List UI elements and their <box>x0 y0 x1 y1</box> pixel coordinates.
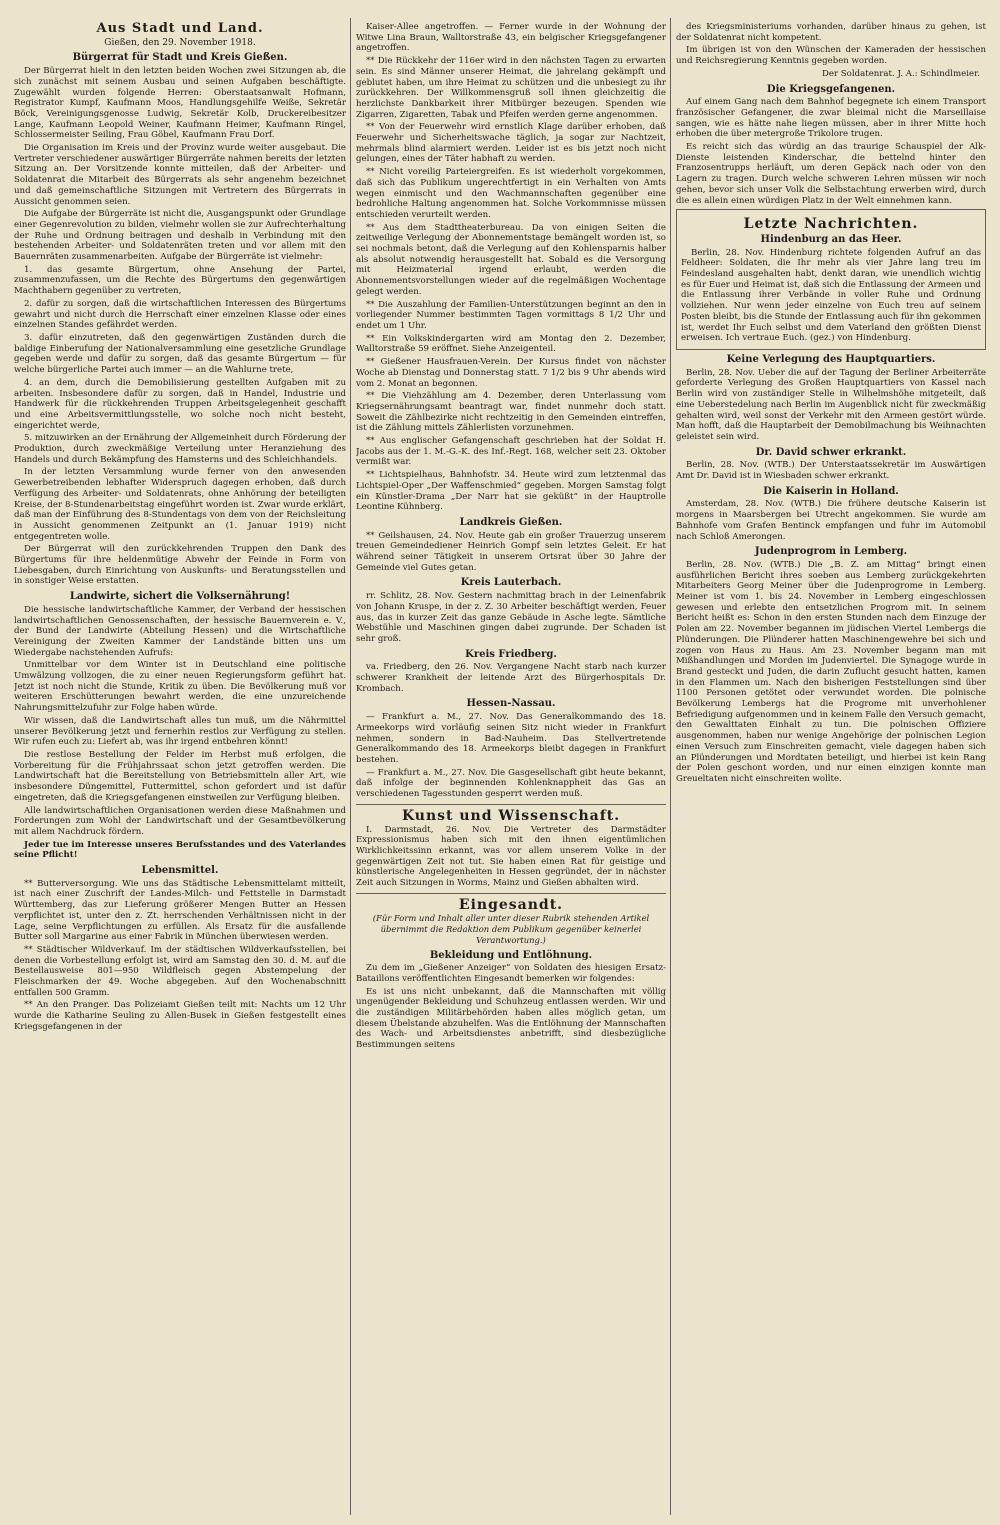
section-title: Aus Stadt und Land. <box>96 22 264 36</box>
section-title: Letzte Nachrichten. <box>743 216 919 233</box>
latest-news-box <box>676 209 986 350</box>
region-heading: Landkreis Gießen. <box>459 516 563 528</box>
column-rule <box>350 18 351 1515</box>
article-heading: Lebensmittel. <box>141 865 219 877</box>
paragraph: Wir wissen, daß die Landwirtschaft alles tun muß, um die Nährmittel unserer Bevölkerung jetzt und fernerhin restlos zur Verfügung zu stellen. Wir rufen euch zu: Liefert ab, was ihr irgend entbehren könnt! <box>14 715 346 748</box>
paragraph: ** Aus englischer Gefangenschaft geschrieben hat der Soldat H. Jacobs aus der 1. M.-G.-K. des Inf.-Regt. 168, welcher seit 23. Oktober vermißt war. <box>356 436 666 468</box>
paragraph: Der Bürgerrat will den zurückkehrenden Truppen den Dank des Bürgertums für ihre heldenmütige Abwehr der Feinde in Form von Liebesgaben, durch Einrichtung von Auskunfts- und Beratungsstellen und in sonstiger Weise erstatten. <box>14 544 346 587</box>
column-1 <box>14 22 346 1511</box>
paragraph: ** Aus dem Stadttheaterbureau. Da von einigen Seiten die zeitweilige Verlegung der Abonnementstage bemängelt worden ist, so sei nochmals betont, daß die Verlegung auf den Kohlensparnis halber als absolut notwendig herausgestellt hat. Sobald es die Versorgung mit Heizmaterial irgend erlaubt, werden die Abonnementsvorstellungen wieder auf die regelmäßigen Wochentage gelegt werden. <box>356 222 666 297</box>
paragraph: ** Gießener Hausfrauen-Verein. Der Kursus findet von nächster Woche ab Dienstag und Donnerstag statt. 7 1/2 bis 9 Uhr abends wird vom 2. Monat an begonnen. <box>356 357 666 389</box>
article-heading: Landwirte, sichert die Volksernährung! <box>69 591 291 603</box>
paragraph: ** Von der Feuerwehr wird ernstlich Klage darüber erhoben, daß Feuerwehr und Sicherheitswache täglich, ja sogar zur Nachtzeit, mehrmals blind alarmiert werden. Leider ist es bis jetzt noch nicht gelungen, eines der Täter habhaft zu werden. <box>356 122 666 165</box>
paragraph: Unmittelbar vor dem Winter ist in Deutschland eine politische Umwälzung vollzogen, die zu einer neuen Regierungsform geführt hat. Jetzt ist noch nicht die Stunde, Kritik zu üben. Die Bevölkerung muß vor weiteren Erschütterungen bewahrt werden, die eine unzureichende Nahrungsmittelzufuhr zur Folge haben würde. <box>14 660 346 714</box>
paragraph: ** Die Viehzählung am 4. Dezember, deren Unterlassung vom Kriegsernährungsamt beantragt war, findet nunmehr doch statt. Soweit die Zählbezirke nicht rechtzeitig in den Gemeinden eintreffen, ist die Zählung mittels Zählerlisten vorzunehmen. <box>356 391 666 434</box>
article-heading: Bekleidung und Entlöhnung. <box>429 949 593 961</box>
paragraph: — Frankfurt a. M., 27. Nov. Die Gasgesellschaft gibt heute bekannt, daß infolge der beginnenden Kohlenknappheit das Gas an verschiedenen Tagesstunden gesperrt werden muß. <box>356 767 666 800</box>
paragraph: 1. das gesamte Bürgertum, ohne Ansehung der Partei, zusammenzufassen, um die Rechte des Bürgertums den gegenwärtigen Machthabern gegenüber zu vertreten, <box>14 264 346 297</box>
paragraph: ** Städtischer Wildverkauf. Im der städtischen Wildverkaufsstellen, bei denen die Vorbestellung erfolgt ist, wird am Samstag den 30. d. M. auf die Bestellausweise 801—950 Wildfleisch gegen Abstempelung der Fleischmarken der 49. Woche abgegeben. Auf den Wochenabschnitt entfallen 500 Gramm. <box>14 944 346 998</box>
paragraph: ** Ein Volkskindergarten wird am Montag den 2. Dezember, Walltorstraße 59 eröffnet. Siehe Anzeigenteil. <box>356 333 666 355</box>
paragraph: 5. mitzuwirken an der Ernährung der Allgemeinheit durch Förderung der Produktion, durch zweckmäßige Verteilung unter Heranziehung des Handels und durch Bekämpfung des Hamsterns und des Schleichhandels. <box>14 433 346 465</box>
paragraph: Es reicht sich das würdig an das traurige Schauspiel der Alk-Dienste leistenden Kinderschar, die bettelnd hinter den Franzosentrupps herläuft, um deren Gepäck nach oder von den Lagern zu tragen. Durch welche schweren Lehren müssen wir noch gehen, bevor sich unser Volk die Selbstachtung erwerben wird, durch die es allein einen würdigen Platz in der Welt einnehmen kann. <box>676 142 986 206</box>
article-heading: Hindenburg an das Heer. <box>760 233 902 245</box>
divider <box>356 804 666 805</box>
paragraph: In der letzten Versammlung wurde ferner von den anwesenden Gewerbetreibenden lebhafter Widerspruch dagegen erhoben, daß durch Verfügung des Arbeiter- und Soldatenrats, ohne Anhörung der beteiligten Kreise, der 8-Stundenarbeitstag eingeführt worden ist. Zwar wurde erklärt, daß man der Einführung des 8-Stundentags von dem von der Reichsleitung in Aussicht genommenen Zeitpunkt an (1. Januar 1919) nicht entgegentreten wolle. <box>14 467 346 542</box>
paragraph: Im übrigen ist von den Wünschen der Kameraden der hessischen und Reichsregierung Kenntnis gegeben worden. <box>676 45 986 67</box>
paragraph: Die hessische landwirtschaftliche Kammer, der Verband der hessischen landwirtschaftlichen Genossenschaften, der hessische Bauernverein e. V., der Bund der Landwirte (Abteilung Hessen) und die Wirtschaftliche Vereinigung der Zweiten Kammer der Landstände bitten uns um Wiedergabe nachstehenden Aufrufs: <box>14 604 346 658</box>
paragraph: ** Lichtspielhaus, Bahnhofstr. 34. Heute wird zum letztenmal das Lichtspiel-Oper „Der Waffenschmied“ gegeben. Morgen Samstag folgt ein Künstler-Drama „Der Narr hat sie geküßt“ in der Hauptrolle Leontine Kühnberg. <box>356 470 666 513</box>
signature-line: Der Soldatenrat. J. A.: Schindlmeier. <box>821 68 980 79</box>
paragraph: Berlin, 28. Nov. (WTB.) Der Unterstaatssekretär im Auswärtigen Amt Dr. David ist in Wiesbaden schwer erkrankt. <box>676 460 986 482</box>
article-heading: Die Kriegsgefangenen. <box>766 83 896 95</box>
paragraph: ** Die Auszahlung der Familien-Unterstützungen beginnt an den in vorliegender Nummer bestimmten Tagen vormittags 8 1/2 Uhr und endet um 1 Uhr. <box>356 299 666 331</box>
paragraph: ** An den Pranger. Das Polizeiamt Gießen teilt mit: Nachts um 12 Uhr wurde die Katharine Seuling zu Allen-Busek in Gießen festgestellt eines Kriegsgefangenen in der <box>14 1000 346 1032</box>
article-heading: Keine Verlegung des Hauptquartiers. <box>726 353 936 365</box>
column-3 <box>676 22 986 1511</box>
paragraph: Es ist uns nicht unbekannt, daß die Mannschaften mit völlig ungenügender Bekleidung und Schuhzeug entlassen werden. Wir und die zuständigen Militärbehörden haben alles möglich getan, um diesem Übelstande abzuhelfen. Was die Entlöhnung der Mannschaften des Wach- und Arbeitsdienstes anbetrifft, sind diesbezügliche Bestimmungen seitens <box>356 986 666 1051</box>
paragraph: Die restlose Bestellung der Felder im Herbst muß erfolgen, die Vorbereitung für die Frühjahrssaat schon jetzt getroffen werden. Die Landwirtschaft hat die Bereitstellung von Betriebsmitteln aller Art, wie insbesondere Düngemittel, Futtermittel, schon gefordert und ist dafür eingetreten, daß die Kriegsgefangenen einstweilen zur Verfügung bleiben. <box>14 750 346 803</box>
paragraph: Jeder tue im Interesse unseres Berufsstandes und des Vaterlandes seine Pflicht! <box>14 839 346 861</box>
editorial-disclaimer: (Für Form und Inhalt aller unter dieser Rubrik stehenden Artikel übernimmt die Redaktion dem Publikum gegenüber keinerlei Verantwortung.) <box>372 913 650 945</box>
article-heading: Dr. David schwer erkrankt. <box>755 446 907 458</box>
paragraph: Auf einem Gang nach dem Bahnhof begegnete ich einem Transport französischer Gefangener, die zwar bleimal nicht die Marseillaise sangen, wie es hätte nahe liegen müssen, aber in ihrer Mitte hoch erhoben die über metergroße Trikolore trugen. <box>676 97 986 140</box>
divider <box>356 893 666 894</box>
paragraph: ** Butterversorgung. Wie uns das Städtische Lebensmittelamt mitteilt, ist nach einer Zuschrift der Landes-Milch- und Fettstelle in Darmstadt Württemberg, das zur Lieferung größerer Mengen Butter an Hessen verpflichtet ist, unter den z. Zt. herrschenden Verhältnissen nicht in der Lage, seine Verpflichtungen zu erfüllen. Als Ersatz für die ausfallende Butter soll Margarine aus einer Fabrik in München überwiesen werden. <box>14 878 346 943</box>
paragraph: 3. dafür einzutreten, daß den gegenwärtigen Zuständen durch die baldige Einberufung der Nationalversammlung eine gesetzliche Grundlage gegeben werde und dafür zu sorgen, daß das gesamte Bürgertum — für welche bürgerliche Partei auch immer — an die Wahlurne trete, <box>14 332 346 376</box>
paragraph: Die Aufgabe der Bürgerräte ist nicht die, Ausgangspunkt oder Grundlage einer Gegenrevolution zu bilden, vielmehr wollen sie zur Aufrechterhaltung der Ruhe und Ordnung beitragen und deshalb in Verbindung mit den bestehenden Arbeiter- und Soldatenräten treten und vor allem mit den Bauernräten zusammenarbeiten. Aufgabe der Bürgerräte ist vielmehr: <box>14 209 346 263</box>
paragraph: Berlin, 28. Nov. Hindenburg richtete folgenden Aufruf an das Feldheer: Soldaten, die Ihr mehr als vier Jahre lang treu im Feindesland ausgehalten habt, denkt daran, wie unendlich wichtig es für Euer und Heimat ist, daß sich die Entlassung der Armeen und die Entlassung ihrer Verbände in voller Ruhe und Ordnung vollziehen. Nur wenn jeder einzelne von Euch treu auf seinem Posten bleibt, bis die Stunde der Entlassung auch für ihn gekommen ist, werdet Ihr Euch selbst und dem Vaterland den größten Dienst erweisen. Ich vertraue Euch. (gez.) von Hindenburg. <box>681 247 981 344</box>
paragraph: ** Nicht voreilig Parteiergreifen. Es ist wiederholt vorgekommen, daß sich das Publikum ungerechtfertigt in ein Verhalten von Amts wegen einmischt und den Wachmannschaften gegenüber eine bedrohliche Haltung angenommen hat. Solche Vorkommnisse müssen entschieden verurteilt werden. <box>356 167 666 220</box>
article-heading: Judenprogrom in Lemberg. <box>754 546 908 558</box>
paragraph: Berlin, 28. Nov. (WTB.) Die „B. Z. am Mittag“ bringt einen ausführlichen Bericht ihres soeben aus Lemberg zurückgekehrten Mitarbeiters Georg Meiner über die Judenprogrome in Lemberg. Meiner ist vom 1. bis 24. November in Lemberg eingeschlossen gewesen und erlebte den entsetzlichen Progrom mit. In seinem Bericht heißt es: Schon in den ersten Stunden nach dem Einzuge der Polen am 22. November begannen im jüdischen Viertel Lembergs die Plünderungen. Die Plünderer hatten Maschinengewehre bei sich und zogen von Haus zu Haus. Am 23. November begann man mit Mißhandlungen und Morden im Judenviertel. Die Synagoge wurde in Brand gesteckt und Juden, die darin Zuflucht gesucht hatten, kamen in den Flammen um. Nach den bisherigen Feststellungen sind über 1100 Personen getötet oder verwundet worden. Die polnische Bevölkerung Lembergs hat die Progrome mit unverhohlener Befriedigung aufgenommen und in keinem Falle den Versuch gemacht, den Gewalttaten Einhalt zu tun. Die polnischen Offiziere ausgenommen, haben nur wenige Angehörige der polnischen Legion einen Versuch zum Einschreiten gemacht, viele dagegen haben sich an Plünderungen und Mordtaten beteiligt, und hierbei ist kein Rang der Polen geschont worden, und nur einen einzigen konnte man Greueltaten nicht einschreiten wollte. <box>676 559 986 784</box>
section-title: Eingesandt. <box>458 896 564 913</box>
paragraph: des Kriegsministeriums vorhanden, darüber hinaus zu gehen, ist der Soldatenrat nicht kompetent. <box>676 22 986 43</box>
paragraph: Der Bürgerrat hielt in den letzten beiden Wochen zwei Sitzungen ab, die sich zunächst mit seinem Ausbau und seinen Aufgaben beschäftigte. Zugewählt wurden folgende Herren: Oberstaatsanwalt Hofmann, Registrator Kumpf, Kaufmann Moos, Handlungsgehilfe Weiße, Sekretär Böck, Vereinigungsgenosse Ludwig, Sekretär Kolb, Druckereibesitzer Lange, Kaufmann Leopold Weiner, Kaufmann Heimer, Kaufmann Ringel, Schlossermeister Seiling, Frau Göbel, Kaufmann Frau Dorf. <box>14 66 346 141</box>
paragraph: ** Geilshausen, 24. Nov. Heute gab ein großer Trauerzug unserem treuen Gemeindediener Heinrich Gompf sein letztes Geleit. Er hat während seiner Tätigkeit in unserem Ortsrat über 30 Jahre der Gemeinde viel Gutes getan. <box>356 530 666 573</box>
paragraph: Die Organisation im Kreis und der Provinz wurde weiter ausgebaut. Die Vertreter verschiedener auswärtiger Bürgerräte nahmen bereits der letzten Sitzung an. Der Vorsitzende konnte mitteilen, daß der Arbeiter- und Soldatenrat die Mitarbeit des Bürgerrats als sehr angenehm bezeichnet und daß gemeinschaftliche Sitzungen mit Vertretern des Bürgerrats in Aussicht genommen seien. <box>14 143 346 207</box>
paragraph: ** Die Rückkehr der 116er wird in den nächsten Tagen zu erwarten sein. Es sind Männer unserer Heimat, die jahrelang gekämpft und geblutet haben, um ihre Heimat zu schützen und die unbesiegt zu ihr zurückkehren. Der Willkommensgruß soll ihnen gleichzeitig die herzlichste Dankbarkeit ihrer Mitbürger bezeugen. Spenden wie Zigarren, Zigaretten, Tabak und Pfeifen werden gerne angenommen. <box>356 56 666 120</box>
paragraph: Kaiser-Allee angetroffen. — Ferner wurde in der Wohnung der Witwe Lina Braun, Walltorstraße 43, ein belgischer Kriegsgefangener angetroffen. <box>356 22 666 54</box>
paragraph: I. Darmstadt, 26. Nov. Die Vertreter des Darmstädter Expressionismus haben sich mit den ihnen eigentümlichen Wirklichkeitssinn erkannt, was vor allem unserem Volke in der gegenwärtigen Zeit not tut. Sie haben einen Rat für geistige und künstlerische Angelegenheiten in Hessen gegründet, der in nächster Zeit auch Sitzungen in Worms, Mainz und Gießen abhalten wird. <box>356 824 666 889</box>
paragraph: Berlin, 28. Nov. Ueber die auf der Tagung der Berliner Arbeiterräte geforderte Verlegung des Großen Hauptquartiers von Kassel nach Berlin wird von zuständiger Stelle in Wilhelmshöhe mitgeteilt, daß eine Ueberstedelung nach Berlin im Augenblick nicht für zweckmäßig gehalten wird, weil sonst der Verkehr mit den Armeen gestört würde. Man hofft, daß die Hauptarbeit der Demobilmachung bis Weihnachten geleistet sein wird. <box>676 367 986 442</box>
paragraph: Alle landwirtschaftlichen Organisationen werden diese Maßnahmen und Forderungen zum Wohl der Landwirtschaft und der Gesamtbevölkerung mit allem Nachdruck fördern. <box>14 805 346 837</box>
paragraph: — Frankfurt a. M., 27. Nov. Das Generalkommando des 18. Armeekorps wird vorläufig seinen Sitz nicht wieder in Frankfurt nehmen, sondern in Bad-Nauheim. Das Stellvertretende Generalkommando des 18. Armeekorps bleibt dagegen in Frankfurt bestehen. <box>356 712 666 765</box>
region-heading: Hessen-Nassau. <box>466 698 556 710</box>
column-2 <box>356 22 666 1511</box>
paragraph: rr. Schlitz, 28. Nov. Gestern nachmittag brach in der Leinenfabrik von Johann Kruspe, in der z. Z. 30 Arbeiter beschäftigt werden, Feuer aus, das in kurzer Zeit das ganze Gebäude in Asche legte. Sämtliche Webstühle und Maschinen gingen dabei zugrunde. Der Schaden ist sehr groß. <box>356 591 666 644</box>
section-title: Kunst und Wissenschaft. <box>401 807 621 824</box>
column-rule <box>670 18 671 1515</box>
paragraph: va. Friedberg, den 26. Nov. Vergangene Nacht starb nach kurzer schwerer Krankheit der leitende Arzt des Bürgerhospitals Dr. Krombach. <box>356 662 666 694</box>
region-heading: Kreis Lauterbach. <box>460 577 562 589</box>
paragraph: Zu dem im „Gießener Anzeiger“ von Soldaten des hiesigen Ersatz-Bataillons veröffentlichten Eingesandt bemerken wir folgendes: <box>356 963 666 984</box>
article-heading: Die Kaiserin in Holland. <box>763 485 899 497</box>
region-heading: Kreis Friedberg. <box>465 648 557 660</box>
article-heading: Bürgerrat für Stadt und Kreis Gießen. <box>72 52 288 64</box>
paragraph: 4. an dem, durch die Demobilisierung gestellten Aufgaben mit zu arbeiten. Insbesondere dafür zu sorgen, daß in Handel, Industrie und Handwerk für die rückkehrenden Truppen Arbeitsgelegenheit geschafft und eine Arbeitsvermittlungsstelle, wo solche noch nicht besteht, eingerichtet werde, <box>14 377 346 431</box>
paragraph: Amsterdam, 28. Nov. (WTB.) Die frühere deutsche Kaiserin ist morgens in Maarsbergen bei Utrecht angekommen. Sie wurde am Bahnhofe vom Grafen Bentinck empfangen und fuhr im Automobil nach Schloß Amerongen. <box>676 499 986 542</box>
dateline: Gießen, den 29. November 1918. <box>104 37 256 48</box>
paragraph: 2. dafür zu sorgen, daß die wirtschaftlichen Interessen des Bürgertums gewahrt und nicht durch die Herrschaft einer einzelnen Klasse oder eines einzelnen Standes gefährdet werden. <box>14 298 346 331</box>
